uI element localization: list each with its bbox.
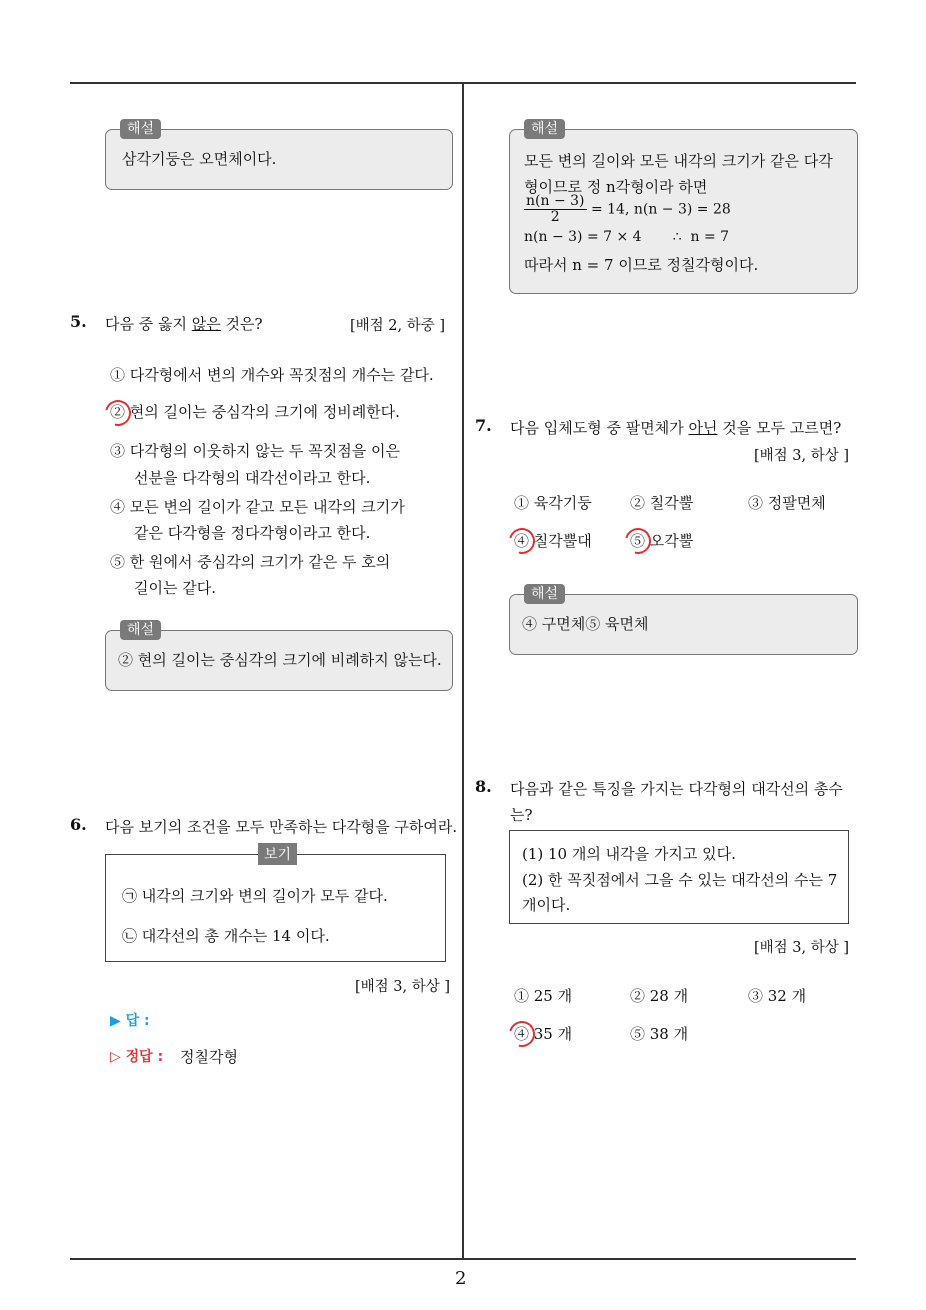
- q7-solution-box: [509, 586, 858, 655]
- q7-number: 7.: [475, 416, 492, 435]
- q8-condition-1: (1) 10 개의 내각을 가지고 있다.: [522, 845, 736, 863]
- q8-option-1[interactable]: ① 25 개: [514, 987, 573, 1005]
- solution-line-1: 모든 변의 길이와 모든 내각의 크기가 같은 다각: [524, 152, 833, 170]
- solution-line-2: 형이므로 정 n각형이라 하면: [524, 178, 708, 196]
- q5-option-5-cont: 길이는 같다.: [134, 579, 216, 597]
- solution-box-prev-left: [105, 121, 453, 190]
- solution-equation-2: n(n − 3) = 7 × 4 ∴ n = 7: [524, 229, 730, 245]
- q7-option-1[interactable]: ① 육각기둥: [514, 494, 592, 512]
- correct-answer: 정칠각형: [180, 1048, 238, 1066]
- q7-text: 다음 입체도형 중 팔면체가 아닌 것을 모두 고르면?: [510, 419, 842, 437]
- q5-option-4[interactable]: ④ 모든 변의 길이가 같고 모든 내각의 크기가: [110, 498, 405, 516]
- q6-number: 6.: [70, 815, 87, 834]
- answer-label: ▶ 답 :: [110, 1013, 150, 1029]
- q7-option-5[interactable]: ⑤ 오각뿔: [630, 532, 694, 550]
- q8-text-line-1: 다음과 같은 특징을 가지는 다각형의 대각선의 총수: [510, 780, 843, 798]
- bottom-rule: [70, 1258, 856, 1260]
- q8-condition-2: (2) 한 꼭짓점에서 그을 수 있는 대각선의 수는 7: [522, 871, 838, 889]
- q5-text: 다음 중 옳지 않은 것은?: [105, 315, 263, 333]
- q8-option-5[interactable]: ⑤ 38 개: [630, 1025, 689, 1043]
- q8-number: 8.: [475, 777, 492, 796]
- column-divider: [462, 83, 464, 1258]
- solution-tag: 해설: [524, 584, 565, 604]
- solution-text: ② 현의 길이는 중심각의 크기에 비례하지 않는다.: [118, 651, 442, 669]
- solution-line-5: 따라서 n = 7 이므로 정칠각형이다.: [524, 256, 759, 274]
- solution-tag: 해설: [120, 119, 161, 139]
- q5-option-4-cont: 같은 다각형을 정다각형이라고 한다.: [134, 524, 371, 542]
- q6-text: 다음 보기의 조건을 모두 만족하는 다각형을 구하여라.: [105, 818, 458, 836]
- q5-option-5[interactable]: ⑤ 한 원에서 중심각의 크기가 같은 두 호의: [110, 553, 391, 571]
- q5-option-2[interactable]: ② 현의 길이는 중심각의 크기에 정비례한다.: [110, 403, 400, 421]
- q5-solution-box: [105, 622, 453, 691]
- solution-box-prev-right: [509, 121, 858, 294]
- q5-score: [배점 2, 하중 ]: [350, 318, 446, 334]
- q5-option-1[interactable]: ① 다각형에서 변의 개수와 꼭짓점의 개수는 같다.: [110, 366, 434, 384]
- q7-score: [배점 3, 하상 ]: [754, 448, 850, 464]
- q8-option-2[interactable]: ② 28 개: [630, 987, 689, 1005]
- q8-option-3[interactable]: ③ 32 개: [748, 987, 807, 1005]
- q5-option-3[interactable]: ③ 다각형의 이웃하지 않는 두 꼭짓점을 이은: [110, 442, 400, 460]
- correct-label: ▷ 정답 :: [110, 1049, 164, 1065]
- solution-tag: 해설: [120, 620, 161, 640]
- solution-text: ④ 구면체⑤ 육면체: [522, 615, 649, 633]
- q8-score: [배점 3, 하상 ]: [754, 940, 850, 956]
- q8-condition-box: [509, 830, 849, 924]
- q8-option-4[interactable]: ④ 35 개: [514, 1025, 573, 1043]
- solution-text: 삼각기둥은 오면체이다.: [122, 150, 277, 168]
- condition-1: ㉠ 내각의 크기와 변의 길이가 모두 같다.: [122, 887, 388, 905]
- page-number: 2: [455, 1268, 467, 1289]
- q7-option-4[interactable]: ④ 칠각뿔대: [514, 532, 592, 550]
- q6-score: [배점 3, 하상 ]: [355, 979, 451, 995]
- bogi-label: 보기: [258, 843, 297, 865]
- bogi-box: [105, 847, 446, 962]
- solution-equation-1: $\frac{n(n - 3)}{2}$ = 14, n(n − 3) = 28: [526, 193, 731, 225]
- q8-text-line-2: 는?: [510, 806, 533, 824]
- q7-option-2[interactable]: ② 칠각뿔: [630, 494, 694, 512]
- q8-condition-2-cont: 개이다.: [522, 896, 571, 914]
- fraction: $\frac{n(n - 3)}{2}$: [526, 193, 585, 225]
- solution-tag: 해설: [524, 119, 565, 139]
- q5-option-3-cont: 선분을 다각형의 대각선이라고 한다.: [134, 469, 371, 487]
- condition-2: ㉡ 대각선의 총 개수는 14 이다.: [122, 927, 330, 945]
- q7-option-3[interactable]: ③ 정팔면체: [748, 494, 826, 512]
- q5-number: 5.: [70, 312, 87, 331]
